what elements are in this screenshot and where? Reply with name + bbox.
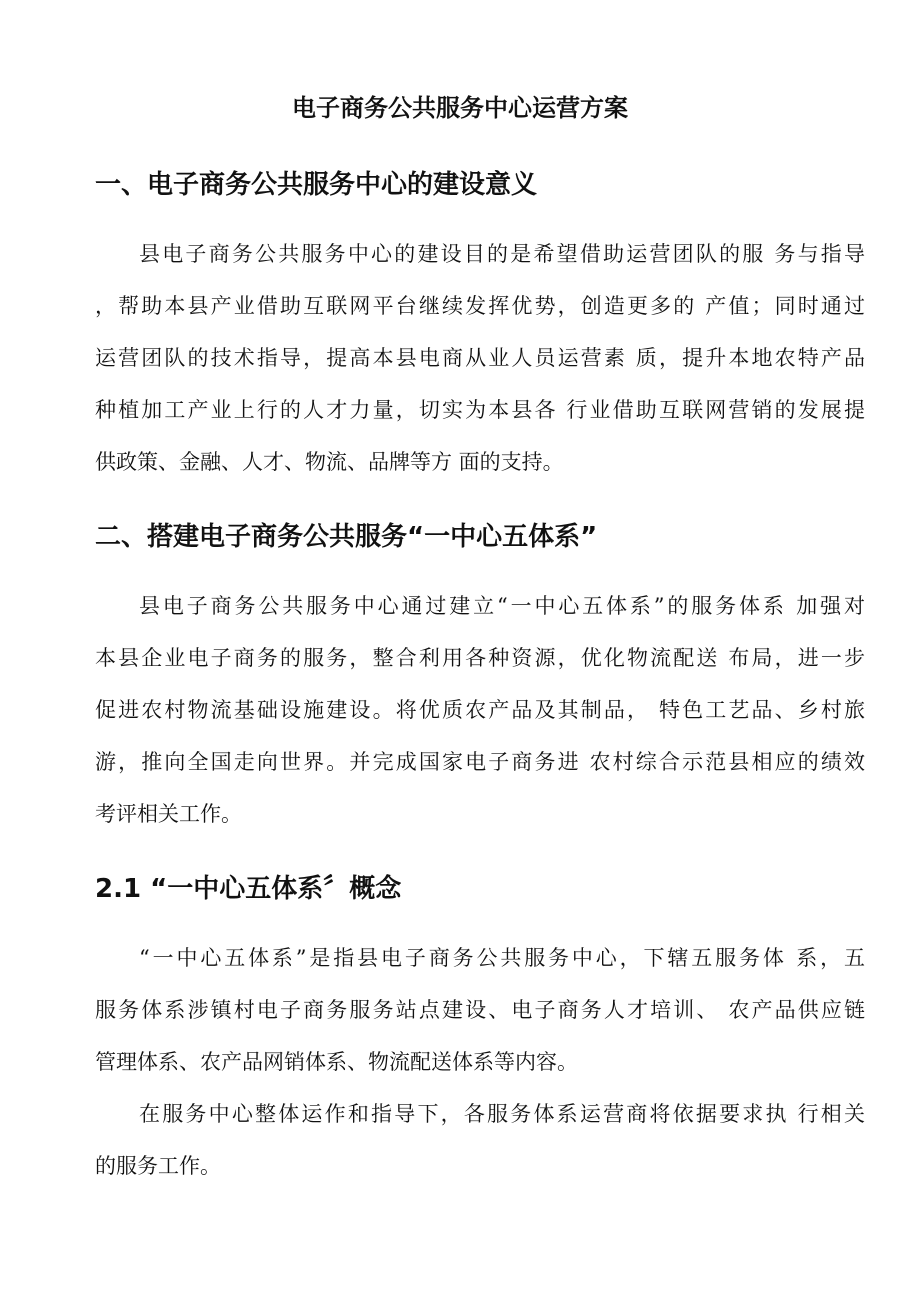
paragraph-line: 服务体系涉镇村电子商务服务站点建设、电子商务人才培训、 农产品供应链 bbox=[95, 998, 865, 1022]
paragraph-line: 供政策、金融、人才、物流、品牌等方 面的支持。 bbox=[95, 450, 564, 474]
document-title: 电子商务公共服务中心运营方案 bbox=[292, 94, 628, 122]
paragraph-line: 运营团队的技术指导，提高本县电商从业人员运营素 质，提升本地农特产品 bbox=[95, 346, 865, 370]
paragraph-line: ，帮助本县产业借助互联网平台继续发挥优势，创造更多的 产值；同时通过 bbox=[95, 294, 865, 318]
section-2-1-paragraph-2 bbox=[95, 1088, 865, 1192]
paragraph-line: 管理体系、农产品网销体系、物流配送体系等内容。 bbox=[95, 1050, 578, 1074]
paragraph-line: “一中心五体系”是指县电子商务公共服务中心，下辖五服务体 系，五 bbox=[139, 946, 865, 970]
paragraph-line: 的服务工作。 bbox=[95, 1154, 221, 1178]
paragraph-line: 在服务中心整体运作和指导下，各服务体系运营商将依据要求执 行相关 bbox=[139, 1102, 865, 1126]
paragraph-line: 游，推向全国走向世界。并完成国家电子商务进 农村综合示范县相应的绩效 bbox=[95, 750, 865, 774]
section-heading-2: 二、搭建电子商务公共服务“一中心五体系” bbox=[95, 522, 598, 552]
paragraph-line: 考评相关工作。 bbox=[95, 802, 242, 826]
section-1-paragraph bbox=[95, 228, 865, 488]
paragraph-line: 种植加工产业上行的人才力量，切实为本县各 行业借助互联网营销的发展提 bbox=[95, 398, 865, 422]
section-2-paragraph bbox=[95, 580, 865, 840]
paragraph-line: 本县企业电子商务的服务，整合利用各种资源，优化物流配送 布局，进一步 bbox=[95, 646, 865, 670]
paragraph-line: 促进农村物流基础设施建设。将优质农产品及其制品， 特色工艺品、乡村旅 bbox=[95, 698, 865, 722]
paragraph-line: 县电子商务公共服务中心通过建立“一中心五体系”的服务体系 加强对 bbox=[139, 594, 865, 618]
section-2-1-paragraph-1 bbox=[95, 932, 865, 1088]
section-heading-1: 一、电子商务公共服务中心的建设意义 bbox=[95, 170, 538, 200]
paragraph-line: 县电子商务公共服务中心的建设目的是希望借助运营团队的服 务与指导 bbox=[139, 242, 865, 266]
section-heading-2-1: 2.1 “一中心五体系〞概念 bbox=[95, 874, 402, 904]
